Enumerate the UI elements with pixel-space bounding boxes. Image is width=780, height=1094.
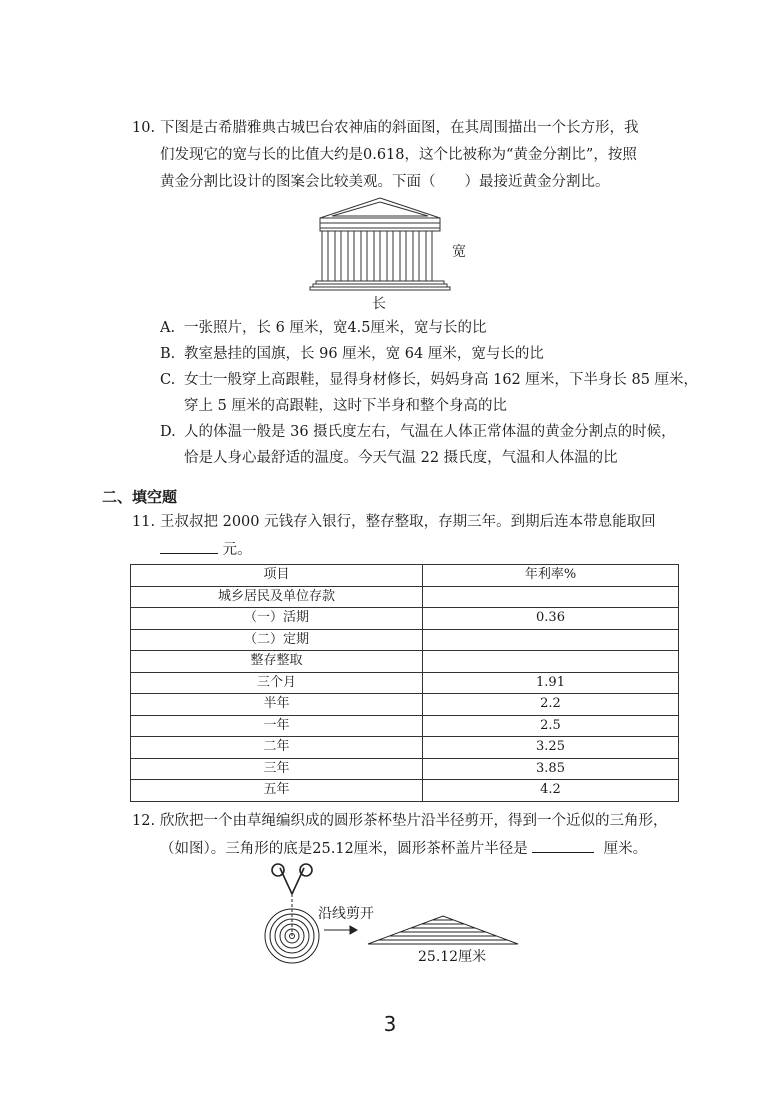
option-c-key: C. [160, 372, 176, 388]
table-cell-rate [423, 586, 679, 608]
answer-blank[interactable] [160, 539, 218, 554]
question-11-text-line-1: 王叔叔把 2000 元钱存入银行，整存整取，存期三年。到期后连本带息能取回 [160, 514, 656, 530]
option-c-text-line-2: 穿上 5 厘米的高跟鞋，这时下半身和整个身高的比 [184, 398, 507, 414]
table-cell-item: 二年 [131, 737, 423, 759]
table-cell-item: 整存整取 [131, 651, 423, 673]
table-cell-item: 三年 [131, 758, 423, 780]
table-cell-item: 城乡居民及单位存款 [131, 586, 423, 608]
parthenon-drawing [310, 198, 450, 290]
table-cell-rate: 4.2 [423, 780, 679, 802]
table-row [131, 758, 679, 780]
table-cell-rate: 2.5 [423, 715, 679, 737]
arrow-right-icon [324, 926, 357, 934]
table-row [131, 651, 679, 673]
table-row [131, 608, 679, 630]
table-cell-rate: 3.25 [423, 737, 679, 759]
section-title: 二、填空题 [102, 488, 178, 506]
question-10-text-line-2: 们发现它的宽与长的比值大约是0.618，这个比被称为“黄金分割比”，按照 [160, 147, 637, 163]
width-label: 宽 [452, 244, 466, 260]
question-12-number: 12. [132, 813, 156, 829]
option-a-key: A. [160, 320, 176, 336]
table-cell-rate: 1.91 [423, 672, 679, 694]
table-cell-rate [423, 651, 679, 673]
table-row [131, 629, 679, 651]
table-cell-rate: 2.2 [423, 694, 679, 716]
unit-suffix: 元。 [222, 542, 252, 558]
question-12-unit-suffix: 厘米。 [603, 841, 648, 857]
table-header-row [131, 565, 679, 587]
interest-rate-table [130, 564, 679, 802]
table-cell-rate: 0.36 [423, 608, 679, 630]
table-row [131, 737, 679, 759]
question-10-number: 10. [132, 120, 156, 136]
option-a-text: 一张照片，长 6 厘米，宽4.5厘米，宽与长的比 [184, 320, 487, 336]
table-cell-item: 一年 [131, 715, 423, 737]
table-cell-item: 五年 [131, 780, 423, 802]
option-d-text-line-1: 人的体温一般是 36 摄氏度左右，气温在人体正常体温的黄金分割点的时候， [184, 424, 676, 440]
table-header-rate: 年利率% [423, 565, 679, 587]
option-d-key: D. [160, 424, 176, 440]
question-12-text-line-2 [160, 838, 647, 859]
triangle-shape [368, 916, 518, 944]
table-cell-rate [423, 629, 679, 651]
question-11-number: 11. [132, 514, 156, 530]
cut-label: 沿线剪开 [318, 906, 374, 922]
scissors-icon [272, 864, 312, 894]
question-12-text-prefix: （如图）。三角形的底是25.12厘米，圆形茶杯盖片半径是 [160, 841, 528, 857]
option-b-key: B. [160, 346, 176, 362]
table-row [131, 715, 679, 737]
table-cell-rate: 3.85 [423, 758, 679, 780]
table-cell-item: 三个月 [131, 672, 423, 694]
option-b-text: 教室悬挂的国旗，长 96 厘米，宽 64 厘米，宽与长的比 [184, 346, 544, 362]
option-c-text-line-1: 女士一般穿上高跟鞋，显得身材修长，妈妈身高 162 厘米，下半身长 85 厘米， [184, 372, 699, 388]
parthenon-figure [310, 196, 480, 316]
answer-blank[interactable] [532, 838, 594, 853]
length-label: 长 [372, 296, 386, 312]
table-header-item: 项目 [131, 565, 423, 587]
table-row [131, 586, 679, 608]
question-12-text-line-1: 欣欣把一个由草绳编织成的圆形茶杯垫片沿半径剪开，得到一个近似的三角形， [160, 813, 668, 829]
option-d-text-line-2: 恰是人身心最舒适的温度。今天气温 22 摄氏度，气温和人体温的比 [184, 450, 618, 466]
table-cell-item: （一）活期 [131, 608, 423, 630]
page-number: 3 [383, 1012, 397, 1036]
question-10-text-line-3: 黄金分割比设计的图案会比较美观。下面（ ）最接近黄金分割比。 [160, 174, 610, 190]
table-cell-item: 半年 [131, 694, 423, 716]
base-length-label: 25.12厘米 [418, 949, 487, 965]
table-row [131, 780, 679, 802]
table-row [131, 694, 679, 716]
table-cell-item: （二）定期 [131, 629, 423, 651]
table-row [131, 672, 679, 694]
question-11-text-line-2 [160, 539, 252, 560]
coaster-figure [258, 860, 523, 970]
question-10-text-line-1: 下图是古希腊雅典古城巴台农神庙的斜面图，在其周围描出一个长方形，我 [160, 120, 639, 136]
